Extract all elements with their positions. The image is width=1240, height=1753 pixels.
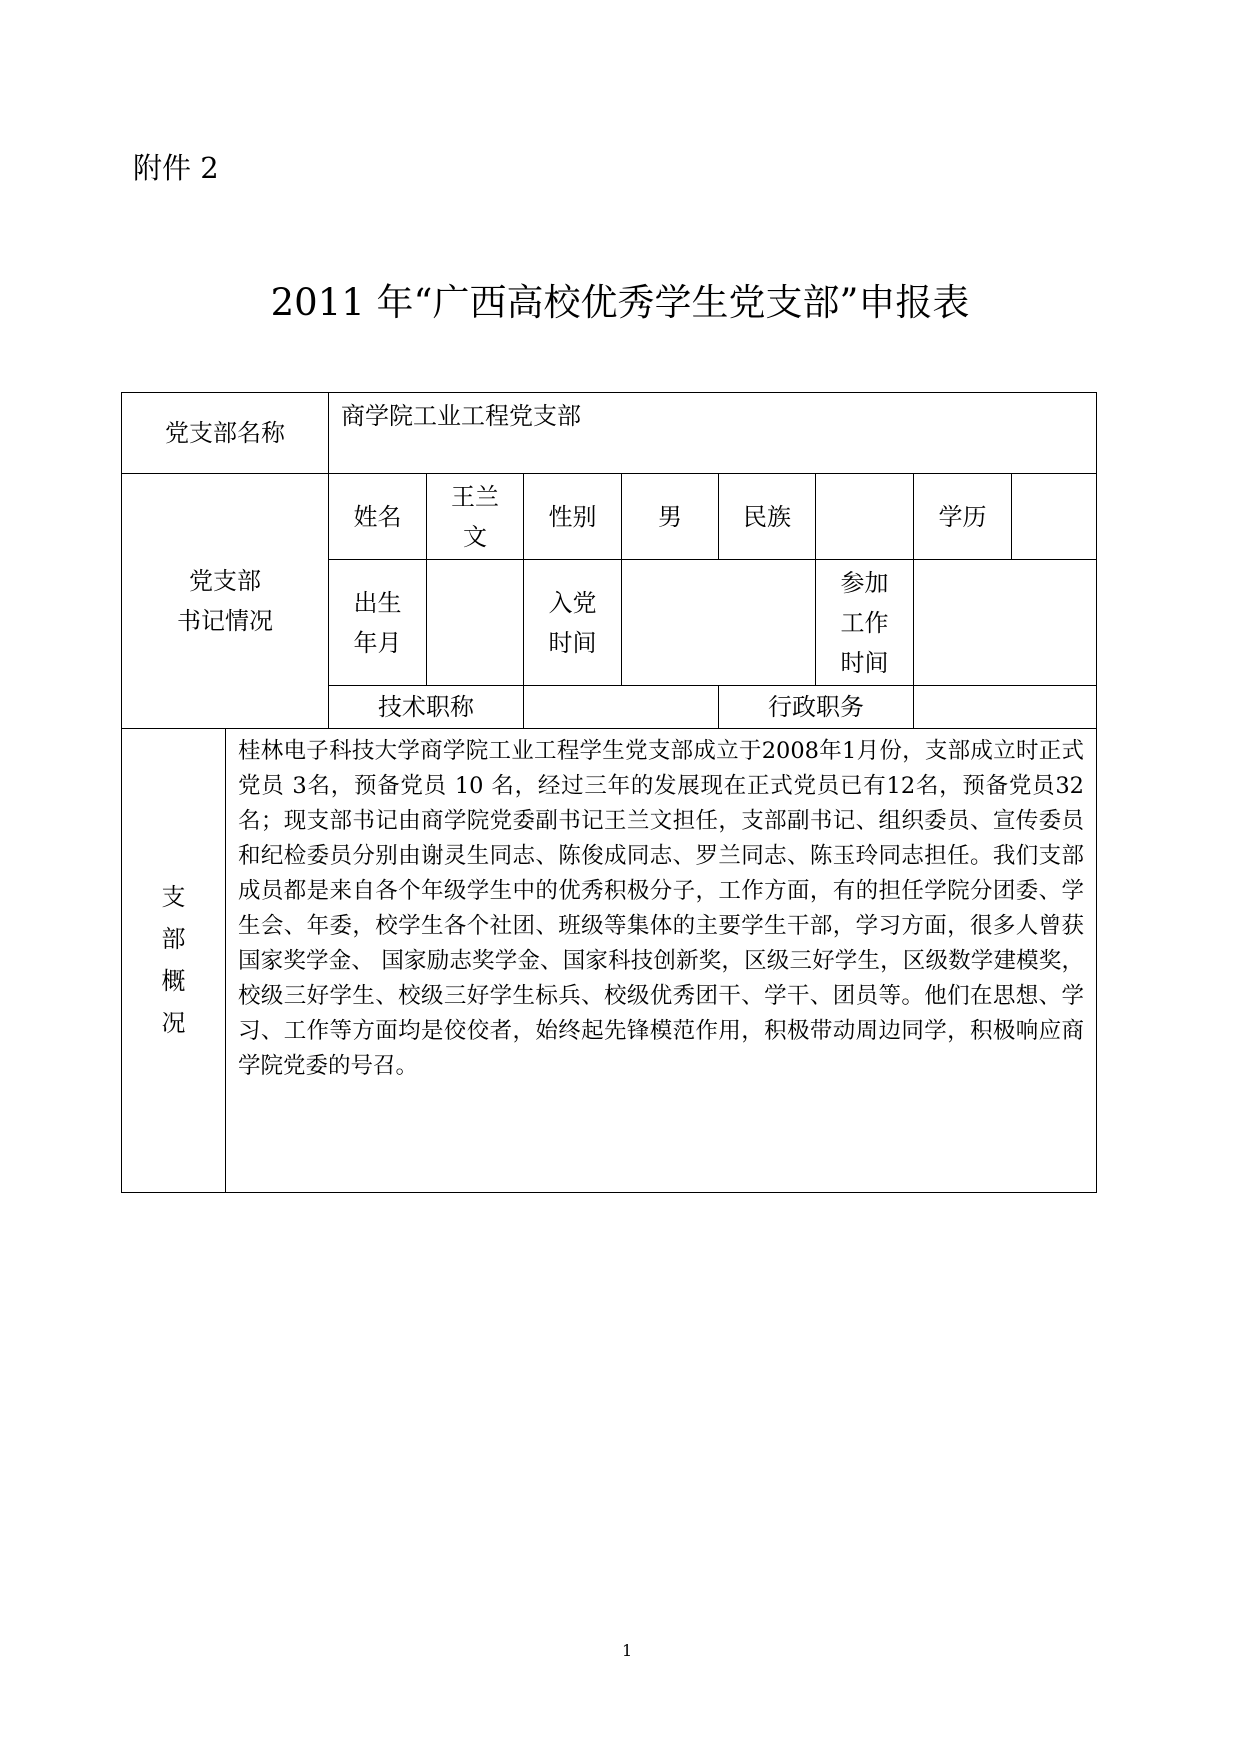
work-start-label xyxy=(816,560,914,686)
attachment-label: 附件 2 xyxy=(133,151,219,185)
page-title: 2011 年“广西高校优秀学生党支部”申报表 xyxy=(270,281,970,324)
name-value xyxy=(427,474,524,560)
tech-title-label: 技术职称 xyxy=(329,686,524,729)
birth-label xyxy=(329,560,427,686)
application-form-table xyxy=(121,392,1097,729)
education-value xyxy=(1012,474,1097,560)
name-value-line: 文 xyxy=(463,522,487,551)
overview-label-char: 况 xyxy=(161,1008,186,1037)
join-label-line: 时间 xyxy=(548,628,597,657)
overview-label xyxy=(122,728,226,1192)
branch-name-label: 党支部名称 xyxy=(122,393,329,474)
join-party-label xyxy=(524,560,622,686)
work-start-value xyxy=(914,560,1097,686)
admin-post-value xyxy=(914,686,1097,729)
join-label-line: 入党 xyxy=(548,588,597,617)
name-value-line: 王兰 xyxy=(451,482,499,511)
overview-label-char: 支 xyxy=(161,882,186,911)
birth-label-line: 出生 xyxy=(353,588,402,617)
join-party-value xyxy=(622,560,816,686)
work-label-line: 参加 xyxy=(840,568,889,597)
work-label-line: 工作 xyxy=(840,608,889,637)
birth-value xyxy=(427,560,524,686)
admin-post-label: 行政职务 xyxy=(719,686,914,729)
gender-value: 男 xyxy=(622,474,719,560)
ethnicity-value xyxy=(816,474,914,560)
secretary-label-line: 党支部 xyxy=(189,567,261,595)
overview-label-char: 部 xyxy=(161,924,186,953)
name-label: 姓名 xyxy=(329,474,427,560)
page-number: 1 xyxy=(622,1641,633,1660)
ethnicity-label: 民族 xyxy=(719,474,816,560)
gender-label: 性别 xyxy=(524,474,622,560)
secretary-label xyxy=(122,474,329,729)
education-label: 学历 xyxy=(914,474,1012,560)
overview-label-char: 概 xyxy=(161,966,186,995)
branch-name-value: 商学院工业工程党支部 xyxy=(329,393,1097,474)
overview-table xyxy=(121,728,1097,1193)
secretary-label-line: 书记情况 xyxy=(177,607,273,635)
tech-title-value xyxy=(524,686,719,729)
birth-label-line: 年月 xyxy=(353,628,402,657)
work-label-line: 时间 xyxy=(840,648,889,677)
overview-text: 桂林电子科技大学商学院工业工程学生党支部成立于2008年1月份，支部成立时正式党员 3名，预备党员 10 名，经过三年的发展现在正式党员已有12名，预备党员32 名；现支部书记由商学院党委副书记王兰文担任，支部副书记、组织委员、宣传委员和纪检委员分别由谢灵生同志、陈俊成同志、罗兰同志、陈玉玲同志担任。我们支部成员都是来自各个年级学生中的优秀积极分子，工作方面，有的担任学院分团委、学生会、年委，校学生各个社团、班级等集体的主要学生干部，学习方面，很多人曾获国家奖学金、 国家励志奖学金、国家科技创新奖，区级三好学生，区级数学建模奖，校级三好学生、校级三好学生标兵、校级优秀团干、学干、团员等。他们在思想、学习、工作等方面均是佼佼者，始终起先锋模范作用，积极带动周边同学，积极响应商学院党委的号召。 xyxy=(226,728,1097,1192)
